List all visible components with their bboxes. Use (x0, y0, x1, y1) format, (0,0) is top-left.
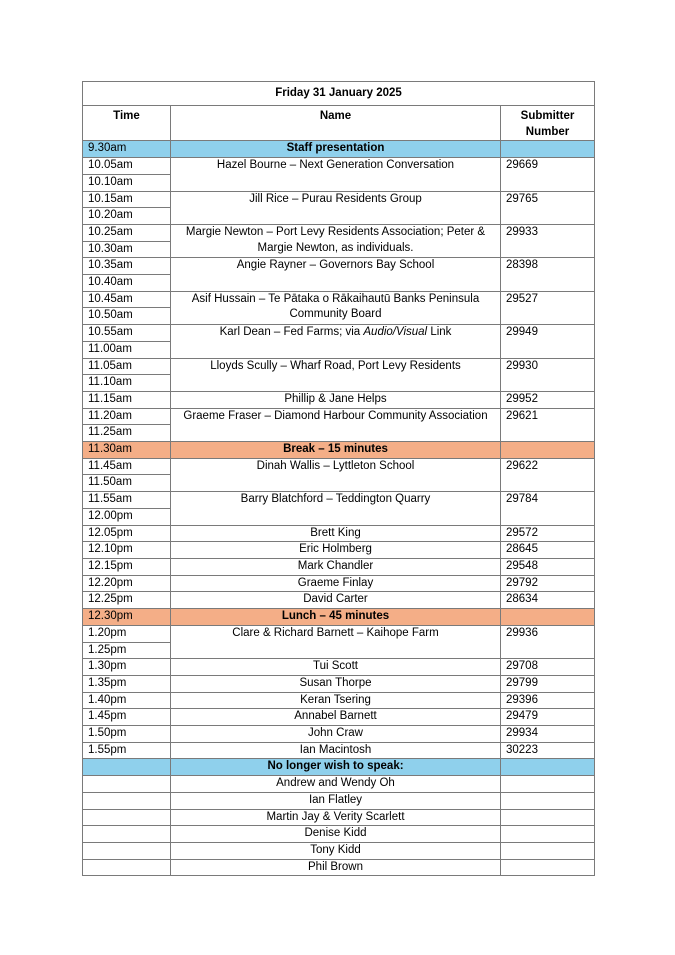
time-cell: 10.25am (83, 224, 171, 241)
schedule-row (83, 575, 595, 592)
time-cell: 10.35am (83, 258, 171, 275)
schedule-row (83, 391, 595, 408)
submitter-number-cell: 29621 (501, 408, 595, 441)
submitter-number-cell: 29792 (501, 575, 595, 592)
schedule-row (83, 792, 595, 809)
time-cell: 10.30am (83, 241, 171, 258)
time-cell: 12.10pm (83, 542, 171, 559)
speaker-name-cell: Angie Rayner – Governors Bay School (171, 258, 501, 291)
schedule-row (83, 692, 595, 709)
schedule-body (83, 141, 595, 876)
speaker-name-cell: Dinah Wallis – Lyttleton School (171, 458, 501, 491)
submitter-number-cell (501, 759, 595, 776)
speaker-name-cell: Clare & Richard Barnett – Kaihope Farm (171, 625, 501, 658)
schedule-row (83, 592, 595, 609)
speaker-name-cell: Graeme Fraser – Diamond Harbour Community Association (171, 408, 501, 441)
submitter-number-cell: 29765 (501, 191, 595, 224)
time-cell (83, 859, 171, 876)
submitter-number-cell: 29669 (501, 158, 595, 191)
break-row (83, 442, 595, 459)
schedule-row (83, 675, 595, 692)
submitter-number-cell: 29396 (501, 692, 595, 709)
speaker-name-cell: Phillip & Jane Helps (171, 391, 501, 408)
time-cell: 1.40pm (83, 692, 171, 709)
time-cell: 12.15pm (83, 558, 171, 575)
schedule-row (83, 224, 595, 241)
submitter-number-cell: 29622 (501, 458, 595, 491)
time-cell: 10.50am (83, 308, 171, 325)
speaker-name-cell: Mark Chandler (171, 558, 501, 575)
time-cell: 11.50am (83, 475, 171, 492)
speaker-name-cell: Ian Flatley (171, 792, 501, 809)
speaker-name-cell: Susan Thorpe (171, 675, 501, 692)
time-cell: 11.00am (83, 341, 171, 358)
time-cell: 12.20pm (83, 575, 171, 592)
submitter-number-cell (501, 141, 595, 158)
speaker-name-cell: Graeme Finlay (171, 575, 501, 592)
section-label: Staff presentation (171, 141, 501, 158)
schedule-row (83, 726, 595, 743)
submitter-number-cell: 30223 (501, 742, 595, 759)
schedule-row (83, 458, 595, 475)
time-cell: 11.45am (83, 458, 171, 475)
submitter-number-cell: 29949 (501, 325, 595, 358)
schedule-row (83, 258, 595, 275)
submitter-number-cell: 28645 (501, 542, 595, 559)
schedule-row (83, 358, 595, 375)
submitter-number-cell: 29952 (501, 391, 595, 408)
time-cell: 9.30am (83, 141, 171, 158)
speaker-name-emphasis: Audio/Visual (363, 326, 428, 339)
time-cell: 1.45pm (83, 709, 171, 726)
speaker-name-cell: Jill Rice – Purau Residents Group (171, 191, 501, 224)
speaker-name-cell: Denise Kidd (171, 826, 501, 843)
submitter-number-cell (501, 442, 595, 459)
submitter-number-cell: 29934 (501, 726, 595, 743)
submitter-number-cell (501, 609, 595, 626)
schedule-row (83, 842, 595, 859)
speaker-name-cell: Hazel Bourne – Next Generation Conversation (171, 158, 501, 191)
time-cell: 1.20pm (83, 625, 171, 642)
time-cell: 1.50pm (83, 726, 171, 743)
speaker-name-cell: David Carter (171, 592, 501, 609)
schedule-row (83, 742, 595, 759)
section-label: Lunch – 45 minutes (171, 609, 501, 626)
submitter-number-cell (501, 842, 595, 859)
time-column-header: Time (83, 106, 171, 141)
schedule-row (83, 709, 595, 726)
schedule-row (83, 492, 595, 509)
time-cell: 1.25pm (83, 642, 171, 659)
submitter-number-cell: 28398 (501, 258, 595, 291)
time-cell: 1.35pm (83, 675, 171, 692)
schedule-table (82, 81, 595, 876)
schedule-row (83, 776, 595, 793)
time-cell: 1.55pm (83, 742, 171, 759)
schedule-row (83, 558, 595, 575)
submitter-number-cell: 28634 (501, 592, 595, 609)
speaker-name-cell: Andrew and Wendy Oh (171, 776, 501, 793)
speaker-name-cell: Keran Tsering (171, 692, 501, 709)
submitter-number-cell: 29930 (501, 358, 595, 391)
submitter-number-cell: 29572 (501, 525, 595, 542)
speaker-name-cell: John Craw (171, 726, 501, 743)
speaker-name-cell: Brett King (171, 525, 501, 542)
time-cell: 11.05am (83, 358, 171, 375)
schedule-row (83, 542, 595, 559)
speaker-name-cell: Annabel Barnett (171, 709, 501, 726)
speaker-name-cell: Asif Hussain – Te Pātaka o Rākaihautū Banks Peninsula Community Board (171, 291, 501, 324)
speaker-name-part: Link (427, 326, 452, 339)
speaker-name-cell: Barry Blatchford – Teddington Quarry (171, 492, 501, 525)
schedule-row (83, 625, 595, 642)
schedule-row (83, 809, 595, 826)
time-cell: 11.15am (83, 391, 171, 408)
schedule-title: Friday 31 January 2025 (83, 82, 595, 106)
time-cell: 10.20am (83, 208, 171, 225)
time-cell: 11.20am (83, 408, 171, 425)
speaker-name-cell: Lloyds Scully – Wharf Road, Port Levy Residents (171, 358, 501, 391)
submitter-number-cell: 29548 (501, 558, 595, 575)
time-cell: 11.10am (83, 375, 171, 392)
speaker-name-cell: Tony Kidd (171, 842, 501, 859)
submitter-number-cell: 29708 (501, 659, 595, 676)
time-cell: 12.25pm (83, 592, 171, 609)
schedule-row (83, 826, 595, 843)
number-column-header: Submitter Number (501, 106, 595, 141)
schedule-row (83, 291, 595, 308)
speaker-name-cell: Phil Brown (171, 859, 501, 876)
submitter-number-cell (501, 776, 595, 793)
time-cell (83, 809, 171, 826)
time-cell: 10.40am (83, 275, 171, 292)
submitter-number-cell (501, 809, 595, 826)
break-row (83, 609, 595, 626)
submitter-number-cell: 29933 (501, 224, 595, 257)
submitter-number-cell: 29784 (501, 492, 595, 525)
time-cell (83, 776, 171, 793)
speaker-name-cell (171, 325, 501, 358)
schedule-row (83, 191, 595, 208)
submitter-number-cell: 29799 (501, 675, 595, 692)
schedule-row (83, 659, 595, 676)
section-label: Break – 15 minutes (171, 442, 501, 459)
time-cell: 10.15am (83, 191, 171, 208)
time-cell: 10.45am (83, 291, 171, 308)
speaker-name-cell: Martin Jay & Verity Scarlett (171, 809, 501, 826)
submitter-number-cell (501, 859, 595, 876)
speaker-name-cell: Margie Newton – Port Levy Residents Association; Peter & Margie Newton, as individuals. (171, 224, 501, 257)
section-row (83, 141, 595, 158)
time-cell (83, 759, 171, 776)
header-row (83, 106, 595, 141)
speaker-name-part: Karl Dean – Fed Farms; via (219, 326, 364, 339)
time-cell (83, 792, 171, 809)
submitter-number-cell (501, 792, 595, 809)
time-cell: 12.30pm (83, 609, 171, 626)
section-row (83, 759, 595, 776)
submitter-number-cell: 29527 (501, 291, 595, 324)
speaker-name-cell: Tui Scott (171, 659, 501, 676)
time-cell: 10.55am (83, 325, 171, 342)
time-cell: 10.10am (83, 174, 171, 191)
schedule-row (83, 859, 595, 876)
speaker-name-cell: Eric Holmberg (171, 542, 501, 559)
title-row (83, 82, 595, 106)
schedule-row (83, 325, 595, 342)
submitter-number-cell: 29479 (501, 709, 595, 726)
time-cell: 11.55am (83, 492, 171, 509)
name-column-header: Name (171, 106, 501, 141)
submitter-number-cell: 29936 (501, 625, 595, 658)
schedule-row (83, 408, 595, 425)
time-cell: 1.30pm (83, 659, 171, 676)
time-cell (83, 842, 171, 859)
time-cell (83, 826, 171, 843)
time-cell: 11.25am (83, 425, 171, 442)
submitter-number-cell (501, 826, 595, 843)
time-cell: 11.30am (83, 442, 171, 459)
time-cell: 12.00pm (83, 508, 171, 525)
schedule-row (83, 525, 595, 542)
time-cell: 12.05pm (83, 525, 171, 542)
section-label: No longer wish to speak: (171, 759, 501, 776)
speaker-name-cell: Ian Macintosh (171, 742, 501, 759)
time-cell: 10.05am (83, 158, 171, 175)
schedule-row (83, 158, 595, 175)
